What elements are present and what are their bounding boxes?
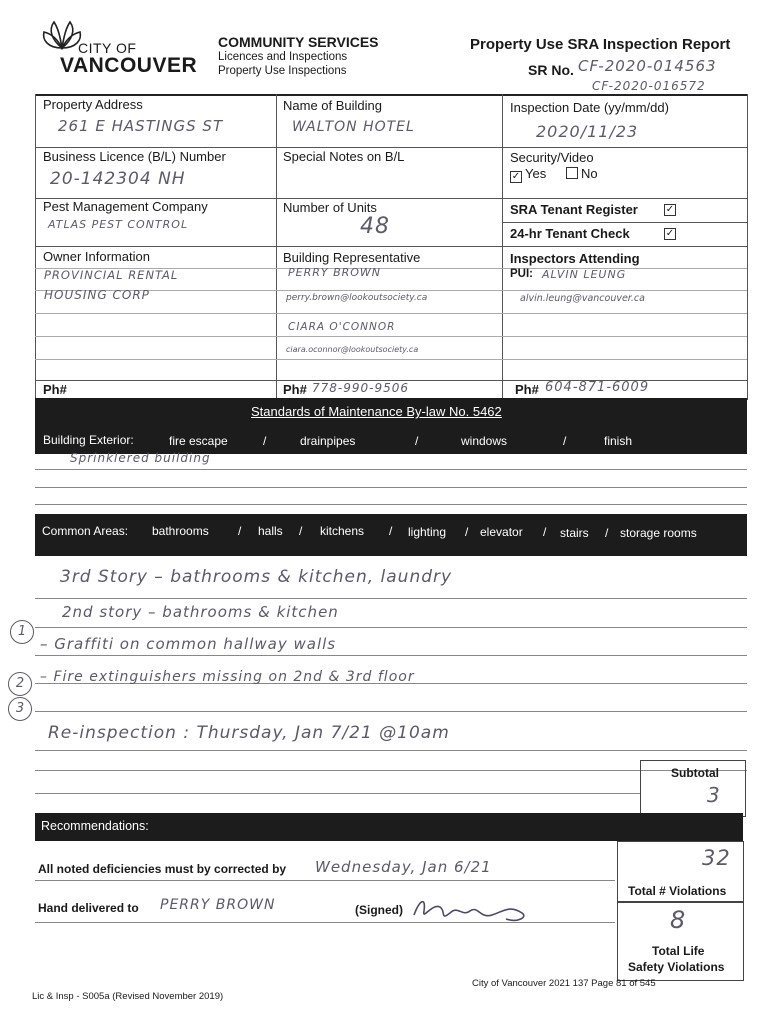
sr-value-2: CF-2020-016572 [592, 79, 706, 93]
note-line-5: Re-inspection : Thursday, Jan 7/21 @10am [48, 723, 450, 743]
pest-value: ATLAS PEST CONTROL [48, 218, 189, 231]
note-line-3: – Graffiti on common hallway walls [40, 635, 337, 653]
tenant-register-checkbox[interactable]: ✓ [665, 204, 675, 215]
subtotal-label: Subtotal [671, 766, 719, 780]
inspectors-label: Inspectors Attending [510, 251, 640, 266]
common-label: Common Areas: [42, 524, 129, 538]
exterior-item-drainpipes: drainpipes [300, 434, 356, 448]
exterior-note: Sprinklered building [70, 451, 211, 465]
note-line-1: 3rd Story – bathrooms & kitchen, laundry [60, 567, 453, 587]
rep-label: Building Representative [283, 250, 421, 265]
pest-label: Pest Management Company [43, 199, 208, 214]
hand-delivered-label: Hand delivered to [38, 901, 139, 915]
standards-band [35, 398, 747, 454]
dept-line2: Property Use Inspections [218, 65, 347, 77]
note-line-4: – Fire extinguishers missing on 2nd & 3rd floor [40, 669, 415, 685]
note-number-2: 2 [8, 672, 32, 696]
hand-delivered-value: PERRY BROWN [160, 897, 276, 913]
common-item-storage: storage rooms [620, 526, 697, 540]
ph-rep-label: Ph# [283, 382, 307, 397]
subtotal-box [640, 760, 746, 817]
common-sep-1: / [238, 524, 242, 538]
life-safety-label-2: Safety Violations [628, 960, 725, 974]
life-safety-label-1: Total Life [652, 944, 705, 958]
logo-city-of: CITY OF [78, 40, 137, 56]
sr-label: SR No. [528, 62, 574, 78]
common-sep-6: / [605, 526, 609, 540]
form-id: Lic & Insp - S005a (Revised November 2019) [32, 991, 224, 1002]
common-sep-4: / [465, 525, 469, 539]
note-number-1: 1 [10, 620, 34, 644]
ph-rep-value: 778-990-9506 [312, 381, 410, 395]
exterior-item-windows: windows [461, 434, 508, 448]
tenant-register-label: SRA Tenant Register [510, 202, 638, 217]
tenant-check-label: 24-hr Tenant Check [510, 226, 630, 241]
business-licence-value: 20-142304 NH [50, 169, 186, 189]
common-sep-5: / [543, 525, 547, 539]
building-name-label: Name of Building [283, 98, 382, 113]
security-yes [510, 166, 546, 183]
common-item-elevator: elevator [480, 525, 523, 539]
standards-title: Standards of Maintenance By-law No. 5462 [251, 404, 502, 419]
tenant-check-checkbox[interactable]: ✓ [665, 228, 675, 239]
ph-insp-label: Ph# [515, 382, 539, 397]
exterior-sep-2: / [415, 434, 419, 448]
common-item-stairs: stairs [560, 526, 589, 540]
special-notes-label: Special Notes on B/L [283, 149, 405, 164]
business-licence-label: Business Licence (B/L) Number [43, 149, 226, 164]
units-value: 48 [360, 214, 390, 239]
ph-owner-label: Ph# [43, 382, 67, 397]
property-address-label: Property Address [43, 97, 143, 112]
inspection-date-value: 2020/11/23 [536, 122, 639, 141]
recommendations-band [35, 813, 743, 841]
building-name-value: WALTON HOTEL [292, 119, 415, 135]
security-video-label: Security/Video [510, 150, 594, 165]
rep-email-1: perry.brown@lookoutsociety.ca [286, 293, 428, 303]
units-label: Number of Units [283, 200, 377, 215]
property-address-value: 261 E HASTINGS ST [58, 117, 224, 135]
exterior-item-finish: finish [604, 434, 633, 448]
yes-label: Yes [525, 166, 547, 181]
sr-value-1: CF-2020-014563 [578, 57, 717, 75]
violations-box [617, 841, 744, 903]
common-sep-2: / [299, 524, 303, 538]
corrected-label: All noted deficiencies must by corrected by [38, 862, 287, 876]
pui-email: alvin.leung@vancouver.ca [520, 293, 645, 304]
owner-value-2: HOUSING CORP [44, 288, 150, 302]
exterior-label: Building Exterior: [43, 433, 134, 447]
logo-vancouver: VANCOUVER [60, 54, 198, 77]
dept-line1: Licences and Inspections [218, 51, 348, 63]
exterior-sep-3: / [563, 434, 567, 448]
pui-value: ALVIN LEUNG [542, 268, 627, 281]
signed-label: (Signed) [355, 903, 403, 917]
common-item-bathrooms: bathrooms [152, 524, 209, 538]
life-safety-box [617, 901, 744, 981]
common-item-kitchens: kitchens [320, 524, 365, 538]
security-no [566, 166, 598, 181]
pui-label: PUI: [510, 268, 533, 280]
common-item-halls: halls [258, 524, 283, 538]
owner-label: Owner Information [43, 249, 150, 264]
corrected-value: Wednesday, Jan 6/21 [315, 858, 492, 876]
rep-email-2: ciara.oconnor@lookoutsociety.ca [286, 345, 419, 354]
life-safety-value: 8 [670, 906, 687, 934]
note-line-2: 2nd story – bathrooms & kitchen [62, 603, 339, 621]
no-label: No [581, 166, 598, 181]
common-areas-band [35, 514, 747, 556]
rep-name-2: CIARA O'CONNOR [288, 321, 396, 333]
exterior-sep-1: / [263, 434, 267, 448]
common-item-lighting: lighting [408, 525, 447, 539]
recommendations-label: Recommendations: [41, 819, 149, 833]
city-logo [38, 18, 198, 78]
report-title: Property Use SRA Inspection Report [470, 36, 731, 53]
page-reference: City of Vancouver 2021 137 Page 81 of 545 [472, 978, 656, 989]
dept-title: COMMUNITY SERVICES [218, 34, 379, 50]
yes-checkbox[interactable]: ✓ [511, 171, 521, 182]
inspection-date-label: Inspection Date (yy/mm/dd) [510, 100, 669, 115]
rep-name-1: PERRY BROWN [288, 266, 382, 279]
subtotal-value: 3 [707, 783, 721, 807]
note-number-3: 3 [8, 697, 32, 721]
violations-label: Total # Violations [628, 884, 727, 898]
common-sep-3: / [389, 524, 393, 538]
exterior-item-fire-escape: fire escape [169, 434, 228, 448]
violations-value: 32 [702, 846, 731, 870]
owner-value-1: PROVINCIAL RENTAL [44, 268, 179, 282]
ph-insp-value: 604-871-6009 [545, 380, 650, 395]
no-checkbox[interactable] [566, 167, 578, 179]
